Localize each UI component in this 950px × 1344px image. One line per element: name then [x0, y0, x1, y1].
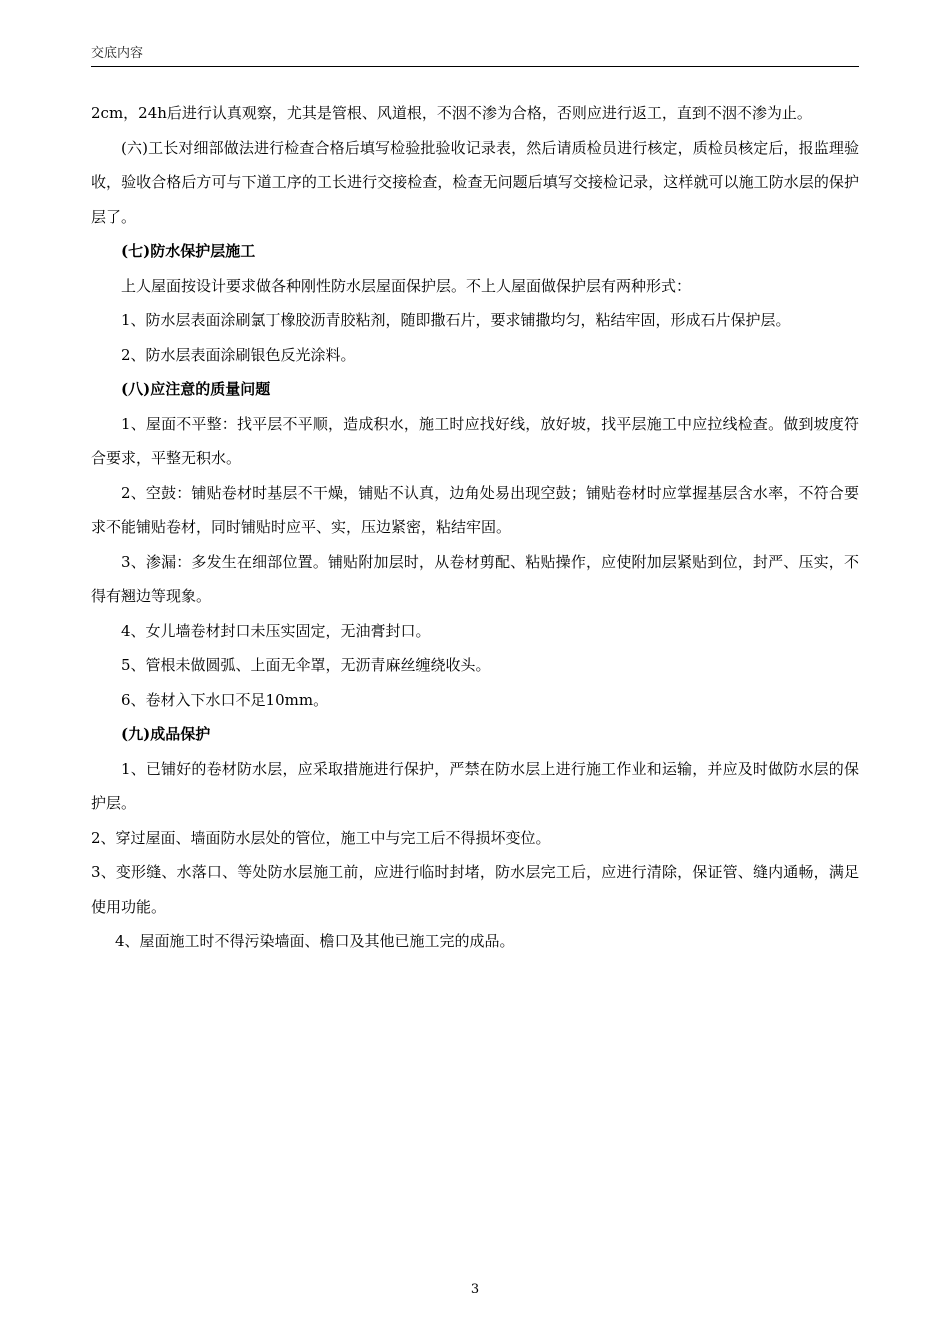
list-item-quality-6: 6、卷材入下水口不足10mm。: [121, 690, 329, 709]
paragraph-continuation: 2cm，24h后进行认真观察，尤其是管根、风道根，不洇不渗为合格，否则应进行返工，直到不洇不渗为止。: [91, 104, 812, 122]
list-item-quality-2: 2、空鼓：铺贴卷材时基层不干燥，铺贴不认真，边角处易出现空鼓；铺贴卷材时应掌握基层含水率，不符合要求不能铺贴卷材，同时铺贴时应平、实，压边紧密，粘结牢固。: [91, 483, 859, 536]
page-header: [91, 46, 859, 67]
list-item-protection-2: 2、防水层表面涂刷银色反光涂料。: [121, 345, 356, 364]
paragraph-protection-intro: 上人屋面按设计要求做各种刚性防水层屋面保护层。不上人屋面做保护层有两种形式：: [121, 276, 692, 295]
list-item-quality-3: 3、渗漏：多发生在细部位置。铺贴附加层时，从卷材剪配、粘贴操作，应使附加层紧贴到位，封严、压实，不得有翘边等现象。: [91, 552, 859, 605]
paragraph-inspection: (六)工长对细部做法进行检查合格后填写检验批验收记录表，然后请质检员进行核定，质检员核定后，报监理验收，验收合格后方可与下道工序的工长进行交接检查，检查无问题后填写交接检记录，这样就可以施工防水层的保护层了。: [91, 138, 859, 226]
list-item-protection-1: 1、防水层表面涂刷氯丁橡胶沥青胶粘剂，随即撒石片，要求铺撒均匀，粘结牢固，形成石片保护层。: [121, 311, 791, 329]
list-item-quality-1: 1、屋面不平整：找平层不平顺，造成积水，施工时应找好线，放好坡，找平层施工中应拉线检查。做到坡度符合要求，平整无积水。: [91, 414, 859, 467]
list-item-quality-5: 5、管根未做圆弧、上面无伞罩，无沥青麻丝缠绕收头。: [121, 656, 491, 674]
header-title: 交底内容: [91, 46, 144, 61]
document-body: [91, 96, 859, 959]
list-item-product-4: 4、屋面施工时不得污染墙面、檐口及其他已施工完的成品。: [115, 932, 515, 950]
list-item-product-1: 1、已铺好的卷材防水层，应采取措施进行保护，严禁在防水层上进行施工作业和运输，并应及时做防水层的保护层。: [91, 759, 859, 812]
list-item-quality-4: 4、女儿墙卷材封口未压实固定，无油膏封口。: [121, 621, 431, 640]
heading-product-protection: (九)成品保护: [121, 725, 211, 743]
heading-protection-layer: (七)防水保护层施工: [121, 242, 256, 260]
list-item-product-3: 3、变形缝、水落口、等处防水层施工前，应进行临时封堵，防水层完工后，应进行清除，保证管、缝内通畅，满足使用功能。: [91, 863, 859, 916]
heading-quality-issues: (八)应注意的质量问题: [121, 380, 271, 398]
page-number: 3: [470, 1282, 480, 1297]
list-item-product-2: 2、穿过屋面、墙面防水层处的管位，施工中与完工后不得损坏变位。: [91, 828, 551, 847]
